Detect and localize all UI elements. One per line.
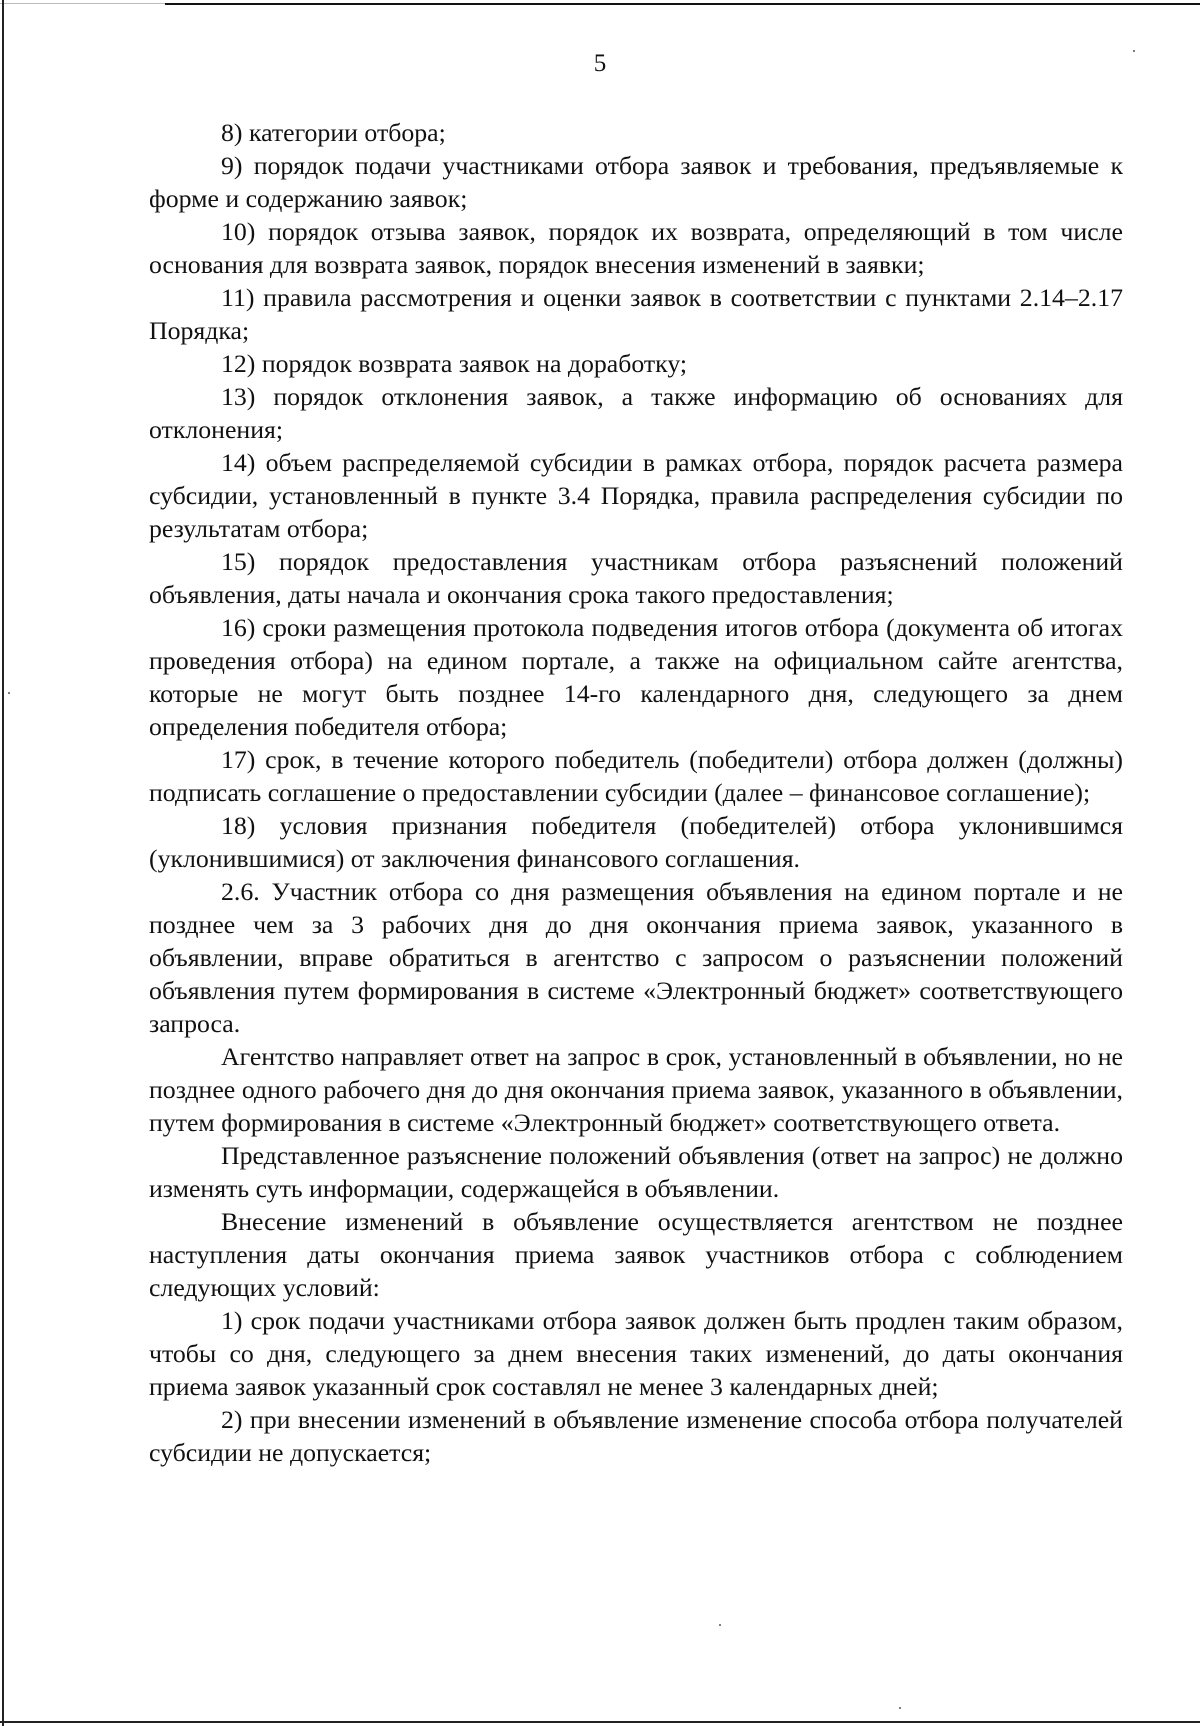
paragraph: 14) объем распределяемой субсидии в рамках отбора, порядок расчета размера субсидии, установленный в пункте 3.4 Порядка, правила распределения субсидии по результатам отбора; <box>149 448 1123 543</box>
paragraph: 2.6. Участник отбора со дня размещения объявления на едином портале и не позднее чем за 3 рабочих дня до дня окончания приема заявок, указанного в объявлении, вправе обратиться в агентство с запросом о разъяснении положений объявления путем формирования в системе «Электронный бюджет» соответствующего запроса. <box>149 877 1123 1038</box>
paragraph: 16) сроки размещения протокола подведения итогов отбора (документа об итогах проведения отбора) на едином портале, а также на официальном сайте агентства, которые не могут быть позднее 14-го календарного дня, следующего за днем определения победителя отбора; <box>149 613 1123 741</box>
scan-speck <box>719 1624 721 1626</box>
paragraph: 9) порядок подачи участниками отбора заявок и требования, предъявляемые к форме и содержанию заявок; <box>149 151 1123 213</box>
paragraph: 12) порядок возврата заявок на доработку; <box>221 349 688 378</box>
scan-edge-top-faint <box>0 3 165 4</box>
paragraph: 1) срок подачи участниками отбора заявок должен быть продлен таким образом, чтобы со дня, следующего за днем внесения таких изменений, до даты окончания приема заявок указанный срок составлял не менее 3 календарных дней; <box>149 1306 1123 1401</box>
paragraph: 13) порядок отклонения заявок, а также информацию об основаниях для отклонения; <box>149 382 1123 444</box>
scan-edge-bottom <box>0 1721 1200 1723</box>
paragraph: 2) при внесении изменений в объявление изменение способа отбора получателей субсидии не допускается; <box>149 1405 1123 1467</box>
paragraph: 15) порядок предоставления участникам отбора разъяснений положений объявления, даты начала и окончания срока такого предоставления; <box>149 547 1123 609</box>
paragraph: 17) срок, в течение которого победитель (победители) отбора должен (должны) подписать соглашение о предоставлении субсидии (далее – финансовое соглашение); <box>149 745 1123 807</box>
document-body <box>149 116 1123 1469</box>
paragraph: 10) порядок отзыва заявок, порядок их возврата, определяющий в том числе основания для возврата заявок, порядок внесения изменений в заявки; <box>149 217 1123 279</box>
page-number: 5 <box>593 50 607 77</box>
paragraph: 8) категории отбора; <box>221 118 446 147</box>
paragraph: Агентство направляет ответ на запрос в срок, установленный в объявлении, но не позднее одного рабочего дня до дня окончания приема заявок, указанного в объявлении, путем формирования в системе «Электронный бюджет» соответствующего ответа. <box>149 1042 1123 1137</box>
paragraph: Представленное разъяснение положений объявления (ответ на запрос) не должно изменять суть информации, содержащейся в объявлении. <box>149 1141 1123 1203</box>
scan-speck <box>8 692 10 694</box>
paragraph: 18) условия признания победителя (победителей) отбора уклонившимся (уклонившимися) от заключения финансового соглашения. <box>149 811 1123 873</box>
scan-edge-top <box>165 3 1200 5</box>
paragraph: Внесение изменений в объявление осуществляется агентством не позднее наступления даты окончания приема заявок участников отбора с соблюдением следующих условий: <box>149 1207 1123 1302</box>
scan-edge-left <box>2 0 4 1726</box>
paragraph: 11) правила рассмотрения и оценки заявок в соответствии с пунктами 2.14–2.17 Порядка; <box>149 283 1123 345</box>
scan-speck <box>899 1707 901 1709</box>
